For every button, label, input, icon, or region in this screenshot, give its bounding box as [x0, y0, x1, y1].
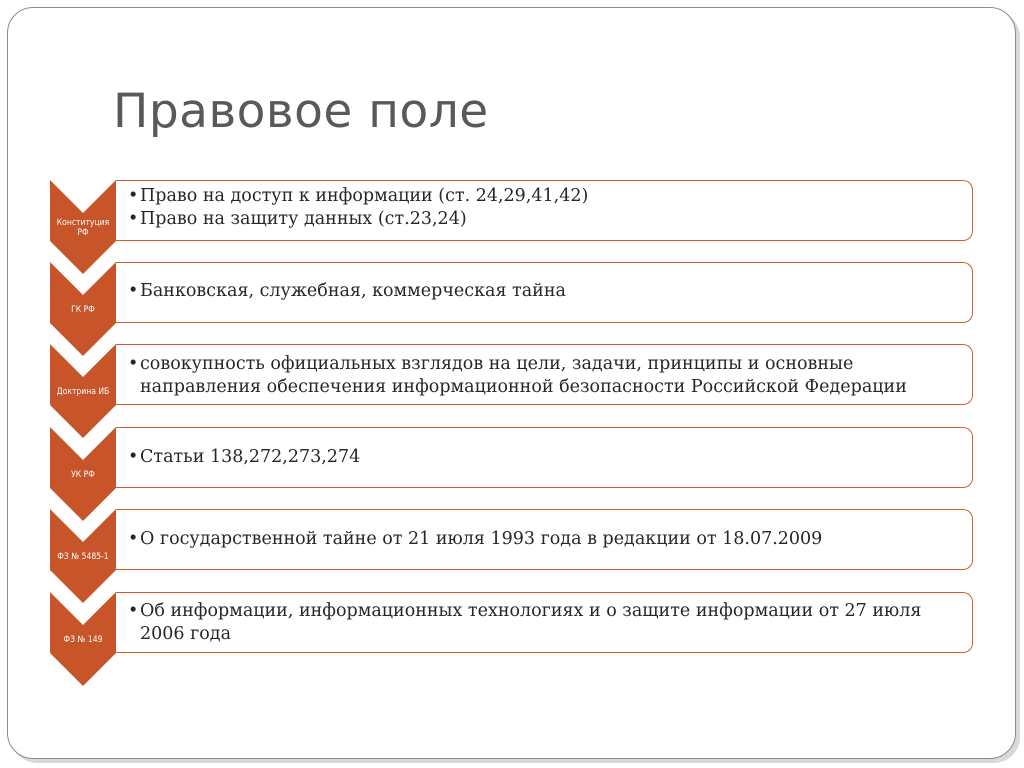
bullet-icon: • [128, 601, 139, 621]
content-box [116, 427, 973, 488]
bullet-text: Банковская, служебная, коммерческая тайна [140, 281, 566, 301]
content-box [116, 262, 973, 323]
bullet-icon: • [128, 186, 139, 206]
bullet-text: Статьи 138,272,273,274 [140, 447, 361, 467]
bullet-list [116, 345, 972, 399]
bullet-item [128, 280, 962, 303]
bullet-icon: • [128, 209, 139, 229]
chevron-label: ФЗ № 149 [63, 634, 103, 645]
content-box [116, 180, 973, 241]
bullet-item [128, 600, 962, 646]
chevron-label: ГК РФ [71, 304, 95, 315]
content-box [116, 344, 973, 405]
chevron-label: Конституция РФ [56, 217, 110, 238]
content-box [116, 509, 973, 570]
chevron-label: ФЗ № 5485-1 [57, 551, 109, 562]
bullet-text: О государственной тайне от 21 июля 1993 года в редакции от 18.07.2009 [140, 529, 823, 549]
bullet-text: Об информации, информационных технологиях и о защите информации от 27 июля 2006 года [140, 601, 922, 644]
bullet-item [128, 353, 962, 399]
bullet-list [116, 593, 972, 646]
bullet-list [116, 181, 972, 231]
bullet-list [116, 263, 972, 303]
bullet-icon: • [128, 354, 139, 374]
chevron-label: УК РФ [71, 469, 95, 480]
bullet-text: Право на доступ к информации (ст. 24,29,41,42) [140, 186, 589, 206]
bullet-list [116, 510, 972, 551]
chevron-information-law [50, 592, 116, 692]
slide-title: Правовое поле [113, 84, 489, 139]
chevron-label: Доктрина ИБ [56, 386, 110, 397]
bullet-text: Право на защиту данных (ст.23,24) [140, 209, 467, 229]
bullet-icon: • [128, 447, 139, 467]
content-box [116, 592, 973, 653]
bullet-item [128, 446, 962, 469]
bullet-icon: • [128, 529, 139, 549]
bullet-icon: • [128, 281, 139, 301]
bullet-item [128, 208, 962, 231]
bullet-item [128, 185, 962, 208]
bullet-list [116, 428, 972, 469]
bullet-item [128, 528, 962, 551]
row-information-law [0, 592, 1024, 692]
bullet-text: совокупность официальных взглядов на цели, задачи, принципы и основные направления обеспечения информационной безопасности Российской Федерации [140, 354, 907, 397]
